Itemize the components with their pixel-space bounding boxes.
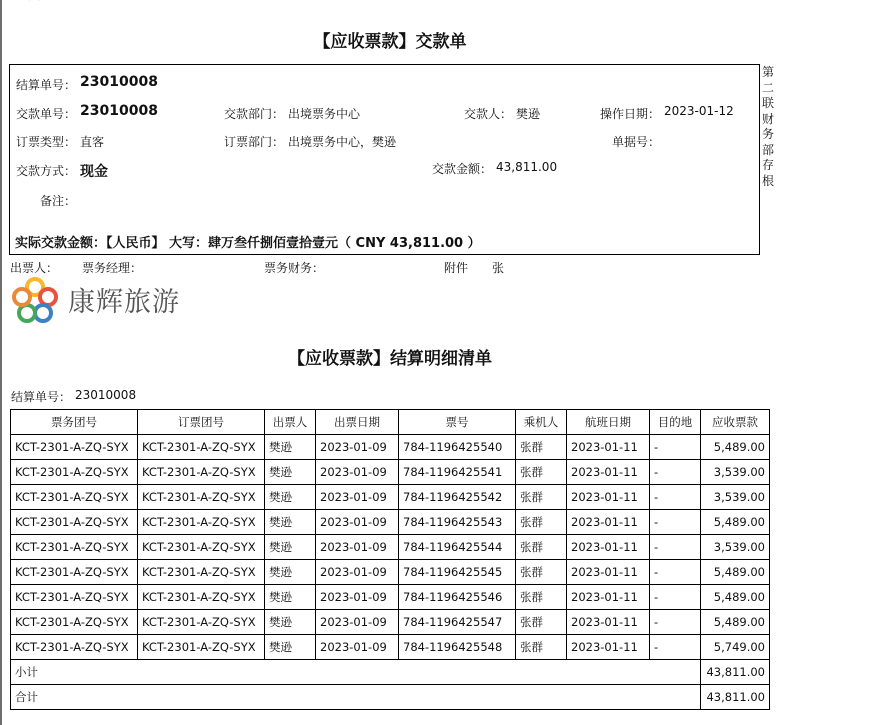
table-cell: 2023-01-09 bbox=[316, 585, 399, 610]
table-cell: 樊逊 bbox=[265, 510, 316, 535]
table-cell: 2023-01-09 bbox=[316, 435, 399, 460]
table-cell: 784-1196425543 bbox=[399, 510, 516, 535]
table-cell: - bbox=[650, 560, 701, 585]
table-cell: KCT-2301-A-ZQ-SYX bbox=[138, 535, 265, 560]
table-row bbox=[11, 485, 770, 510]
column-header: 订票团号 bbox=[138, 410, 265, 435]
order-type-label: 订票类型： bbox=[16, 135, 77, 149]
table-cell: - bbox=[650, 585, 701, 610]
table-cell: - bbox=[650, 460, 701, 485]
table-row bbox=[11, 610, 770, 635]
order-type: 直客 bbox=[80, 135, 105, 149]
table-header-row bbox=[11, 410, 770, 435]
column-header: 票务团号 bbox=[11, 410, 138, 435]
logo-fragment-icon bbox=[14, 0, 54, 6]
table-cell: - bbox=[650, 535, 701, 560]
table-cell: 784-1196425544 bbox=[399, 535, 516, 560]
table-cell: 樊逊 bbox=[265, 435, 316, 460]
pay-amount-label: 交款金额： bbox=[432, 162, 493, 176]
payer: 樊逊 bbox=[516, 107, 541, 121]
table-cell: 2023-01-09 bbox=[316, 485, 399, 510]
table-row bbox=[11, 585, 770, 610]
table-cell: 张群 bbox=[516, 610, 567, 635]
op-date: 2023-01-12 bbox=[664, 104, 734, 118]
table-cell: 784-1196425548 bbox=[399, 635, 516, 660]
column-header: 目的地 bbox=[650, 410, 701, 435]
total-label: 合计 bbox=[11, 685, 701, 710]
subtotal-label: 小计 bbox=[11, 660, 701, 685]
table-cell: 樊逊 bbox=[265, 560, 316, 585]
table-cell: 张群 bbox=[516, 535, 567, 560]
table-cell: 784-1196425541 bbox=[399, 460, 516, 485]
remark-label: 备注： bbox=[40, 194, 77, 208]
table-cell: 2023-01-09 bbox=[316, 610, 399, 635]
total-row bbox=[11, 685, 770, 710]
table-cell: KCT-2301-A-ZQ-SYX bbox=[138, 635, 265, 660]
table-row bbox=[11, 535, 770, 560]
detail-settlement-no-label: 结算单号： bbox=[11, 390, 72, 404]
table-cell: KCT-2301-A-ZQ-SYX bbox=[11, 585, 138, 610]
column-header: 航班日期 bbox=[567, 410, 650, 435]
table-cell: 5,489.00 bbox=[701, 435, 770, 460]
table-cell: 5,489.00 bbox=[701, 560, 770, 585]
table-cell: 2023-01-09 bbox=[316, 460, 399, 485]
table-cell: 2023-01-09 bbox=[316, 635, 399, 660]
table-cell: 5,749.00 bbox=[701, 635, 770, 660]
table-cell: - bbox=[650, 485, 701, 510]
table-cell: 2023-01-11 bbox=[567, 560, 650, 585]
pay-method-label: 交款方式： bbox=[16, 164, 77, 178]
table-cell: KCT-2301-A-ZQ-SYX bbox=[11, 535, 138, 560]
table-cell: KCT-2301-A-ZQ-SYX bbox=[138, 510, 265, 535]
order-dept-label: 订票部门： bbox=[224, 135, 285, 149]
voucher-no-label: 单据号： bbox=[612, 135, 661, 149]
table-cell: 784-1196425542 bbox=[399, 485, 516, 510]
table-cell: KCT-2301-A-ZQ-SYX bbox=[11, 560, 138, 585]
column-header: 票号 bbox=[399, 410, 516, 435]
table-row bbox=[11, 635, 770, 660]
table-cell: 樊逊 bbox=[265, 460, 316, 485]
table-cell: KCT-2301-A-ZQ-SYX bbox=[138, 435, 265, 460]
table-cell: 2023-01-09 bbox=[316, 535, 399, 560]
issuer-label: 出票人： bbox=[10, 261, 59, 275]
table-cell: 5,489.00 bbox=[701, 610, 770, 635]
table-row bbox=[11, 435, 770, 460]
brand-name: 康辉旅游 bbox=[68, 287, 180, 318]
column-header: 出票人 bbox=[265, 410, 316, 435]
op-date-label: 操作日期： bbox=[600, 107, 661, 121]
table-cell: KCT-2301-A-ZQ-SYX bbox=[138, 485, 265, 510]
table-row bbox=[11, 510, 770, 535]
subtotal-row bbox=[11, 660, 770, 685]
table-cell: 樊逊 bbox=[265, 635, 316, 660]
table-cell: 2023-01-11 bbox=[567, 535, 650, 560]
order-dept: 出境票务中心，樊逊 bbox=[288, 135, 397, 149]
table-cell: KCT-2301-A-ZQ-SYX bbox=[11, 435, 138, 460]
table-cell: 樊逊 bbox=[265, 535, 316, 560]
table-cell: 张群 bbox=[516, 635, 567, 660]
manager-label: 票务经理： bbox=[82, 261, 143, 275]
table-cell: 784-1196425540 bbox=[399, 435, 516, 460]
payer-label: 交款人： bbox=[464, 107, 513, 121]
copy-note: 第二联财务部存根 bbox=[762, 65, 775, 188]
sheets-label: 张 bbox=[492, 261, 505, 275]
table-cell: 樊逊 bbox=[265, 485, 316, 510]
table-cell: KCT-2301-A-ZQ-SYX bbox=[11, 510, 138, 535]
table-row bbox=[11, 460, 770, 485]
table-cell: 2023-01-11 bbox=[567, 435, 650, 460]
settlement-no-label: 结算单号： bbox=[16, 78, 77, 92]
column-header: 乘机人 bbox=[516, 410, 567, 435]
table-cell: 784-1196425547 bbox=[399, 610, 516, 635]
table-cell: 张群 bbox=[516, 560, 567, 585]
table-cell: - bbox=[650, 435, 701, 460]
actual-amount-line: 实际交款金额：【人民币】 大写：肆万叁仟捌佰壹拾壹元（ CNY 43,811.00 ） bbox=[15, 236, 481, 251]
table-cell: 2023-01-11 bbox=[567, 585, 650, 610]
pay-amount: 43,811.00 bbox=[496, 160, 558, 174]
table-cell: - bbox=[650, 510, 701, 535]
table-cell: KCT-2301-A-ZQ-SYX bbox=[138, 610, 265, 635]
column-header: 应收票款 bbox=[701, 410, 770, 435]
pay-dept: 出境票务中心 bbox=[288, 107, 361, 121]
table-cell: - bbox=[650, 610, 701, 635]
page-title: 【应收票款】交款单 bbox=[313, 32, 467, 52]
table-cell: 张群 bbox=[516, 485, 567, 510]
pay-dept-label: 交款部门： bbox=[224, 107, 285, 121]
subtotal-value: 43,811.00 bbox=[701, 660, 770, 685]
table-cell: 2023-01-11 bbox=[567, 485, 650, 510]
detail-settlement-no: 23010008 bbox=[75, 388, 137, 402]
table-cell: 3,539.00 bbox=[701, 460, 770, 485]
brand-logo-icon bbox=[10, 276, 60, 326]
attachment-label: 附件 bbox=[444, 261, 469, 275]
table-cell: 2023-01-11 bbox=[567, 510, 650, 535]
finance-label: 票务财务： bbox=[264, 261, 325, 275]
table-cell: KCT-2301-A-ZQ-SYX bbox=[138, 585, 265, 610]
table-cell: KCT-2301-A-ZQ-SYX bbox=[11, 610, 138, 635]
table-cell: KCT-2301-A-ZQ-SYX bbox=[11, 460, 138, 485]
table-cell: 2023-01-11 bbox=[567, 460, 650, 485]
table-cell: 樊逊 bbox=[265, 610, 316, 635]
payment-form bbox=[9, 64, 760, 255]
table-cell: 张群 bbox=[516, 585, 567, 610]
table-cell: KCT-2301-A-ZQ-SYX bbox=[138, 460, 265, 485]
table-cell: 张群 bbox=[516, 460, 567, 485]
pay-method: 现金 bbox=[80, 164, 108, 180]
table-cell: KCT-2301-A-ZQ-SYX bbox=[138, 560, 265, 585]
settlement-no: 23010008 bbox=[80, 74, 158, 90]
table-cell: KCT-2301-A-ZQ-SYX bbox=[11, 635, 138, 660]
column-header: 出票日期 bbox=[316, 410, 399, 435]
table-cell: 3,539.00 bbox=[701, 485, 770, 510]
payment-no: 23010008 bbox=[80, 103, 158, 119]
table-cell: 2023-01-09 bbox=[316, 560, 399, 585]
table-cell: 784-1196425546 bbox=[399, 585, 516, 610]
table-row bbox=[11, 560, 770, 585]
total-value: 43,811.00 bbox=[701, 685, 770, 710]
table-cell: 张群 bbox=[516, 435, 567, 460]
detail-title: 【应收票款】结算明细清单 bbox=[288, 349, 492, 369]
table-cell: 2023-01-09 bbox=[316, 510, 399, 535]
table-cell: 784-1196425545 bbox=[399, 560, 516, 585]
table-cell: 2023-01-11 bbox=[567, 635, 650, 660]
table-cell: - bbox=[650, 635, 701, 660]
detail-table bbox=[10, 409, 770, 710]
table-cell: 5,489.00 bbox=[701, 510, 770, 535]
table-cell: 张群 bbox=[516, 510, 567, 535]
table-cell: 樊逊 bbox=[265, 585, 316, 610]
table-cell: 2023-01-11 bbox=[567, 610, 650, 635]
table-cell: 3,539.00 bbox=[701, 535, 770, 560]
table-cell: 5,489.00 bbox=[701, 585, 770, 610]
payment-no-label: 交款单号： bbox=[16, 107, 77, 121]
table-cell: KCT-2301-A-ZQ-SYX bbox=[11, 485, 138, 510]
